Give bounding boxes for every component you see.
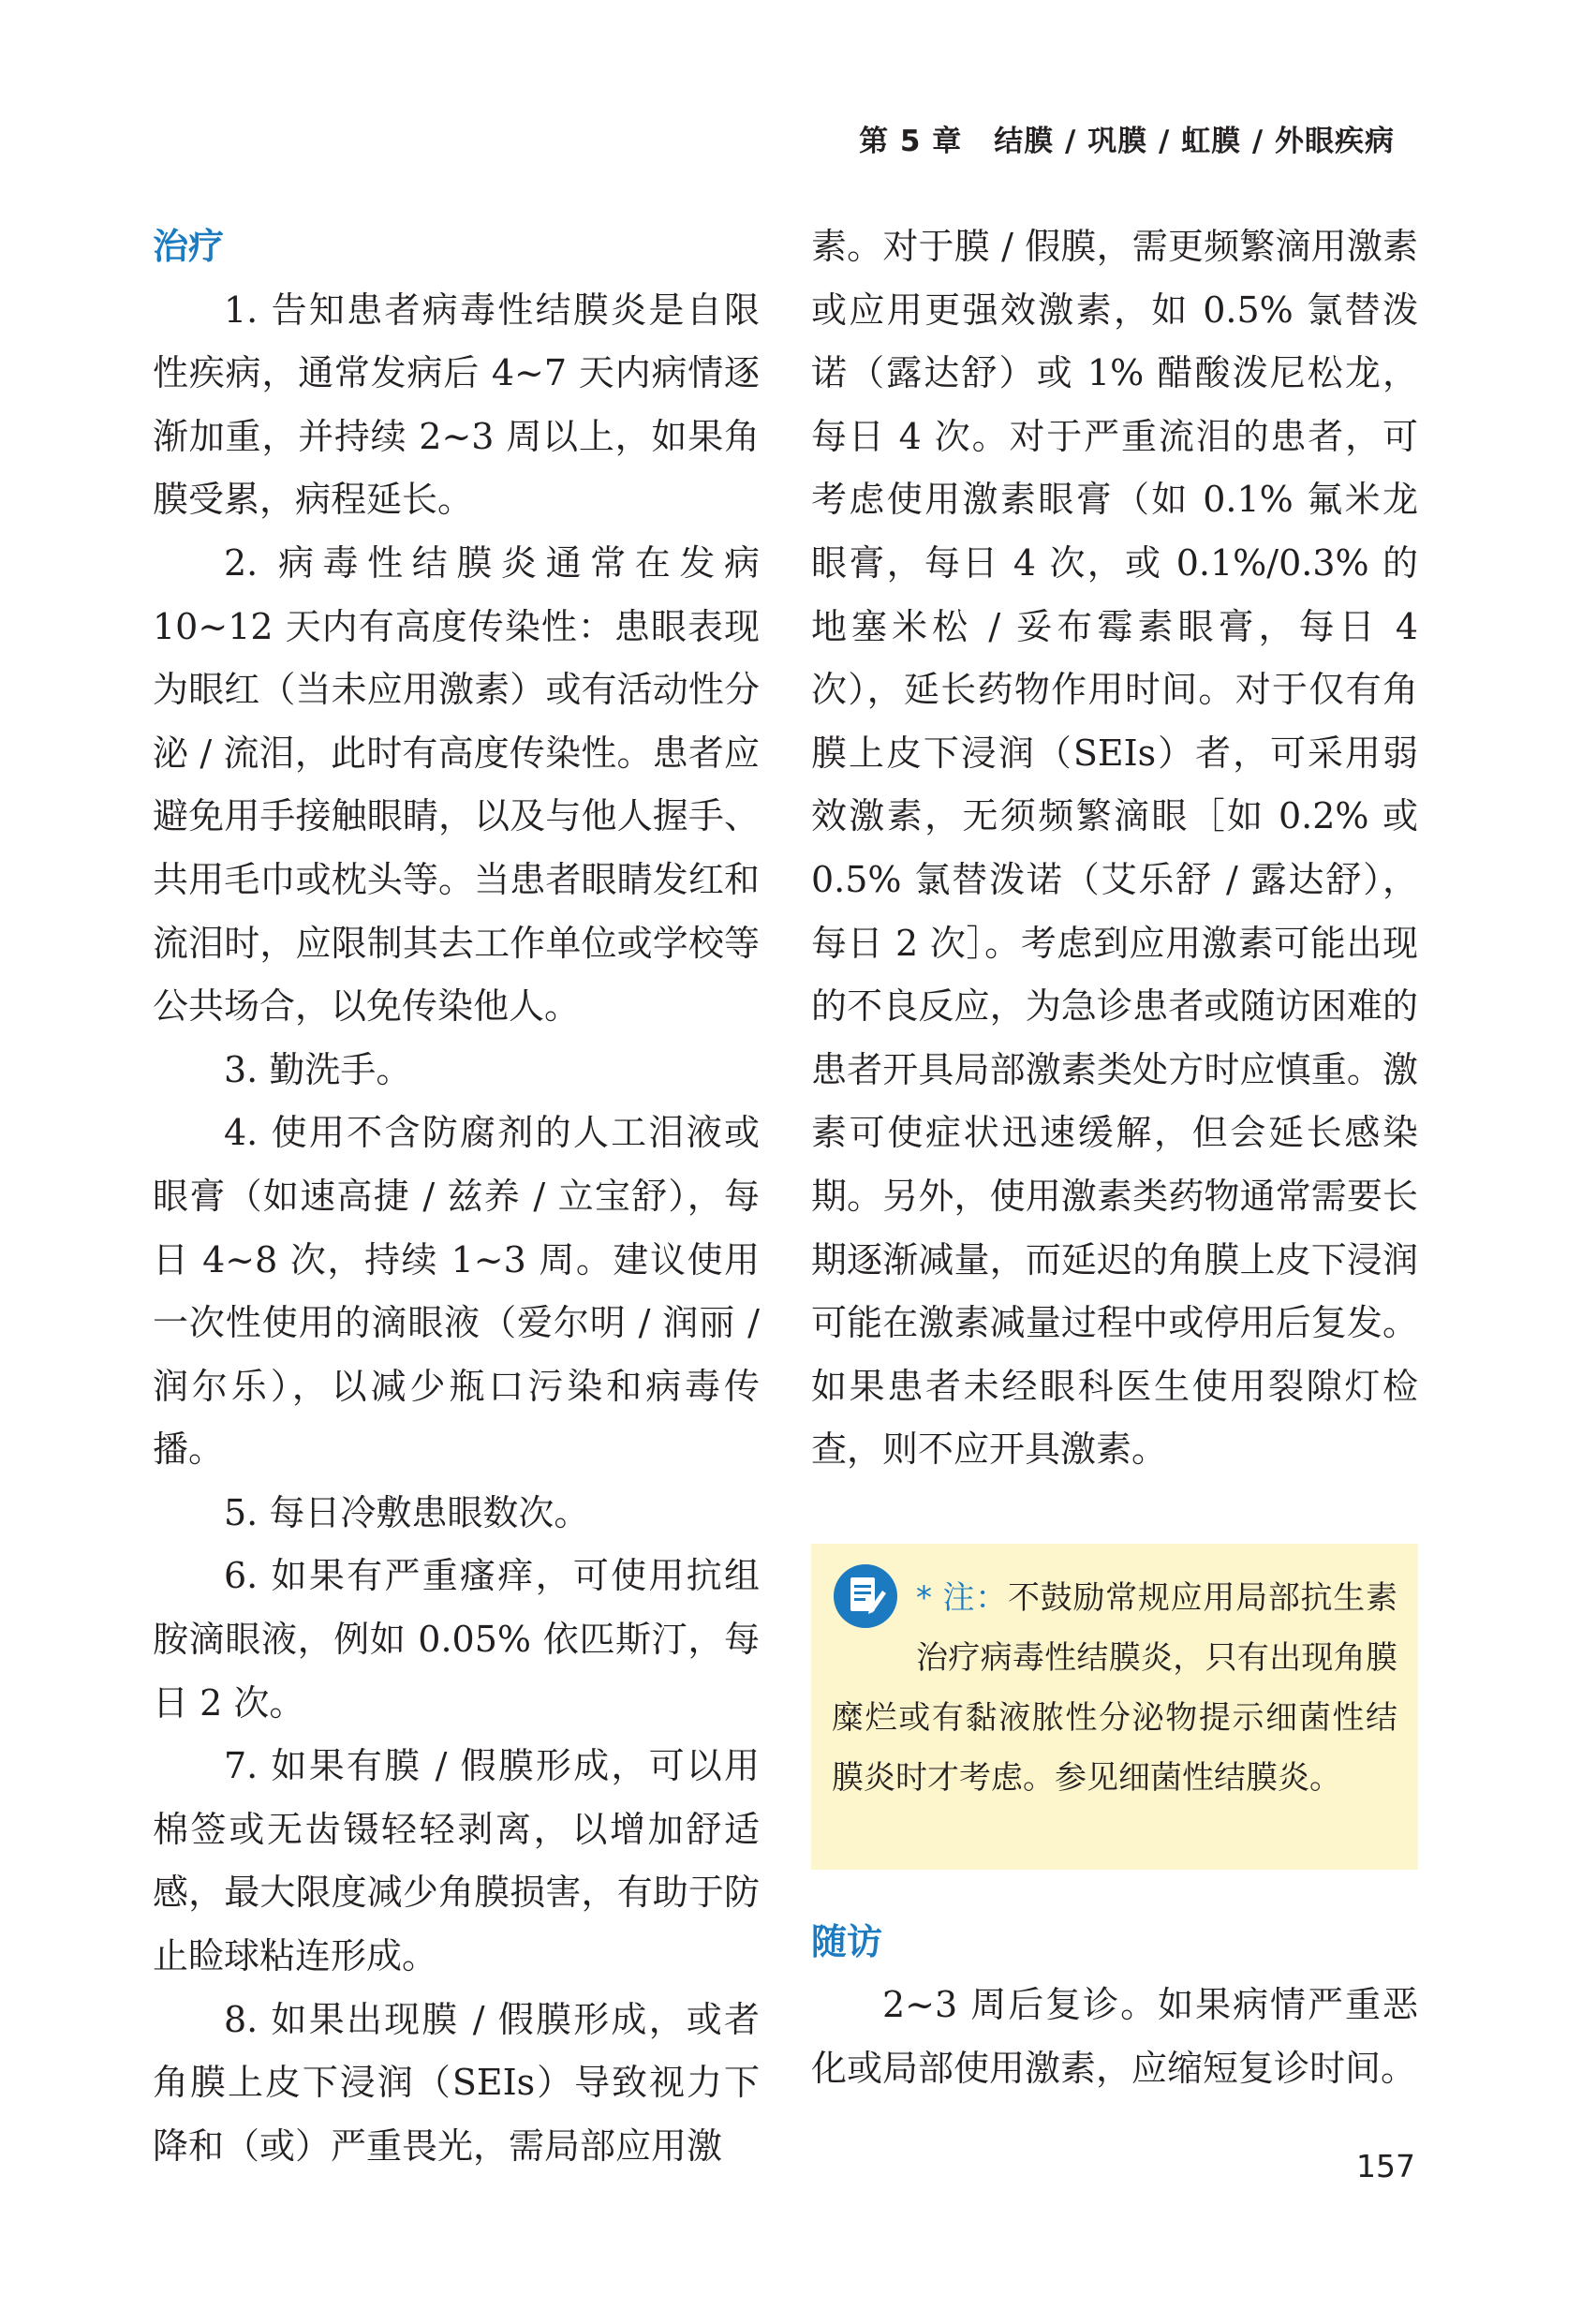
- followup-text: 2~3 周后复诊。如果病情严重恶化或局部使用激素，应缩短复诊时间。: [811, 1984, 1418, 2090]
- treatment-item-7: 7. 如果有膜 / 假膜形成，可以用棉签或无齿镊轻轻剥离，以增加舒适感，最大限度减少角膜损害，有助于防止睑球粘连形成。: [153, 1745, 760, 1977]
- treatment-item-8-continuation: 素。对于膜 / 假膜，需更频繁滴用激素或应用更强效激素，如 0.5% 氯替泼诺（露达舒）或 1% 醋酸泼尼松龙，每日 4 次。对于严重流泪的患者，可考虑使用激素眼膏（如 0.1% 氟米龙眼膏，每日 4 次，或 0.1%/0.3% 的地塞米松 / 妥布霉素眼膏，每日 4 次），延长药物作用时间。对于仅有角膜上皮下浸润（SEIs）者，可采用弱效激素，无须频繁滴眼［如 0.2% 或 0.5% 氯替泼诺（艾乐舒 / 露达舒），每日 2 次］。考虑到应用激素可能出现的不良反应，为急诊患者或随访困难的患者开具局部激素类处方时应慎重。激素可使症状迅速缓解，但会延长感染期。另外，使用激素类药物通常需要长期逐渐减量，而延迟的角膜上皮下浸润可能在激素减量过程中或停用后复发。如果患者未经眼科医生使用裂隙灯检查，则不应开具激素。: [811, 226, 1418, 1471]
- treatment-item-3: 3. 勤洗手。: [224, 1048, 412, 1090]
- chapter-number: 第 5 章: [859, 125, 963, 158]
- treatment-item-5: 5. 每日冷敷患眼数次。: [224, 1491, 590, 1533]
- treatment-item-2: 2. 病毒性结膜炎通常在发病 10~12 天内有高度传染性：患眼表现为眼红（当未应用激素）或有活动性分泌 / 流泪，此时有高度传染性。患者应避免用手接触眼睛，以及与他人握手、共用毛巾或枕头等。当患者眼睛发红和流泪时，应限制其去工作单位或学校等公共场合，以免传染他人。: [153, 541, 760, 1028]
- right-column: [811, 215, 1418, 2101]
- treatment-item-6: 6. 如果有严重瘙痒，可使用抗组胺滴眼液，例如 0.05% 依匹斯汀，每日 2 次。: [153, 1555, 760, 1724]
- treatment-item-4: 4. 使用不含防腐剂的人工泪液或眼膏（如速高捷 / 兹养 / 立宝舒），每日 4~8 次，持续 1~3 周。建议使用一次性使用的滴眼液（爱尔明 / 润丽 / 润尔乐），以减少瓶口污染和病毒传播。: [153, 1112, 760, 1471]
- treatment-item-1: 1. 告知患者病毒性结膜炎是自限性疾病，通常发病后 4~7 天内病情逐渐加重，并持续 2~3 周以上，如果角膜受累，病程延长。: [153, 289, 760, 521]
- treatment-item-8: 8. 如果出现膜 / 假膜形成，或者角膜上皮下浸润（SEIs）导致视力下降和（或）严重畏光，需局部应用激: [153, 1998, 760, 2167]
- note-label: * 注：: [916, 1578, 1008, 1617]
- note-text: 不鼓励常规应用局部抗生素治疗病毒性结膜炎，只有出现角膜糜烂或有黏液脓性分泌物提示细菌性结膜炎时才考虑。参见细菌性结膜炎。: [832, 1578, 1398, 1797]
- running-header: [859, 117, 1395, 159]
- note-pad-icon: [832, 1562, 899, 1630]
- chapter-title: 结膜 / 巩膜 / 虹膜 / 外眼疾病: [994, 125, 1395, 158]
- section-heading-treatment: 治疗: [153, 226, 225, 267]
- page-number: 157: [1356, 2148, 1415, 2184]
- note-box: [811, 1544, 1418, 1870]
- left-column: [153, 215, 760, 2178]
- section-heading-followup: 随访: [811, 1920, 883, 1962]
